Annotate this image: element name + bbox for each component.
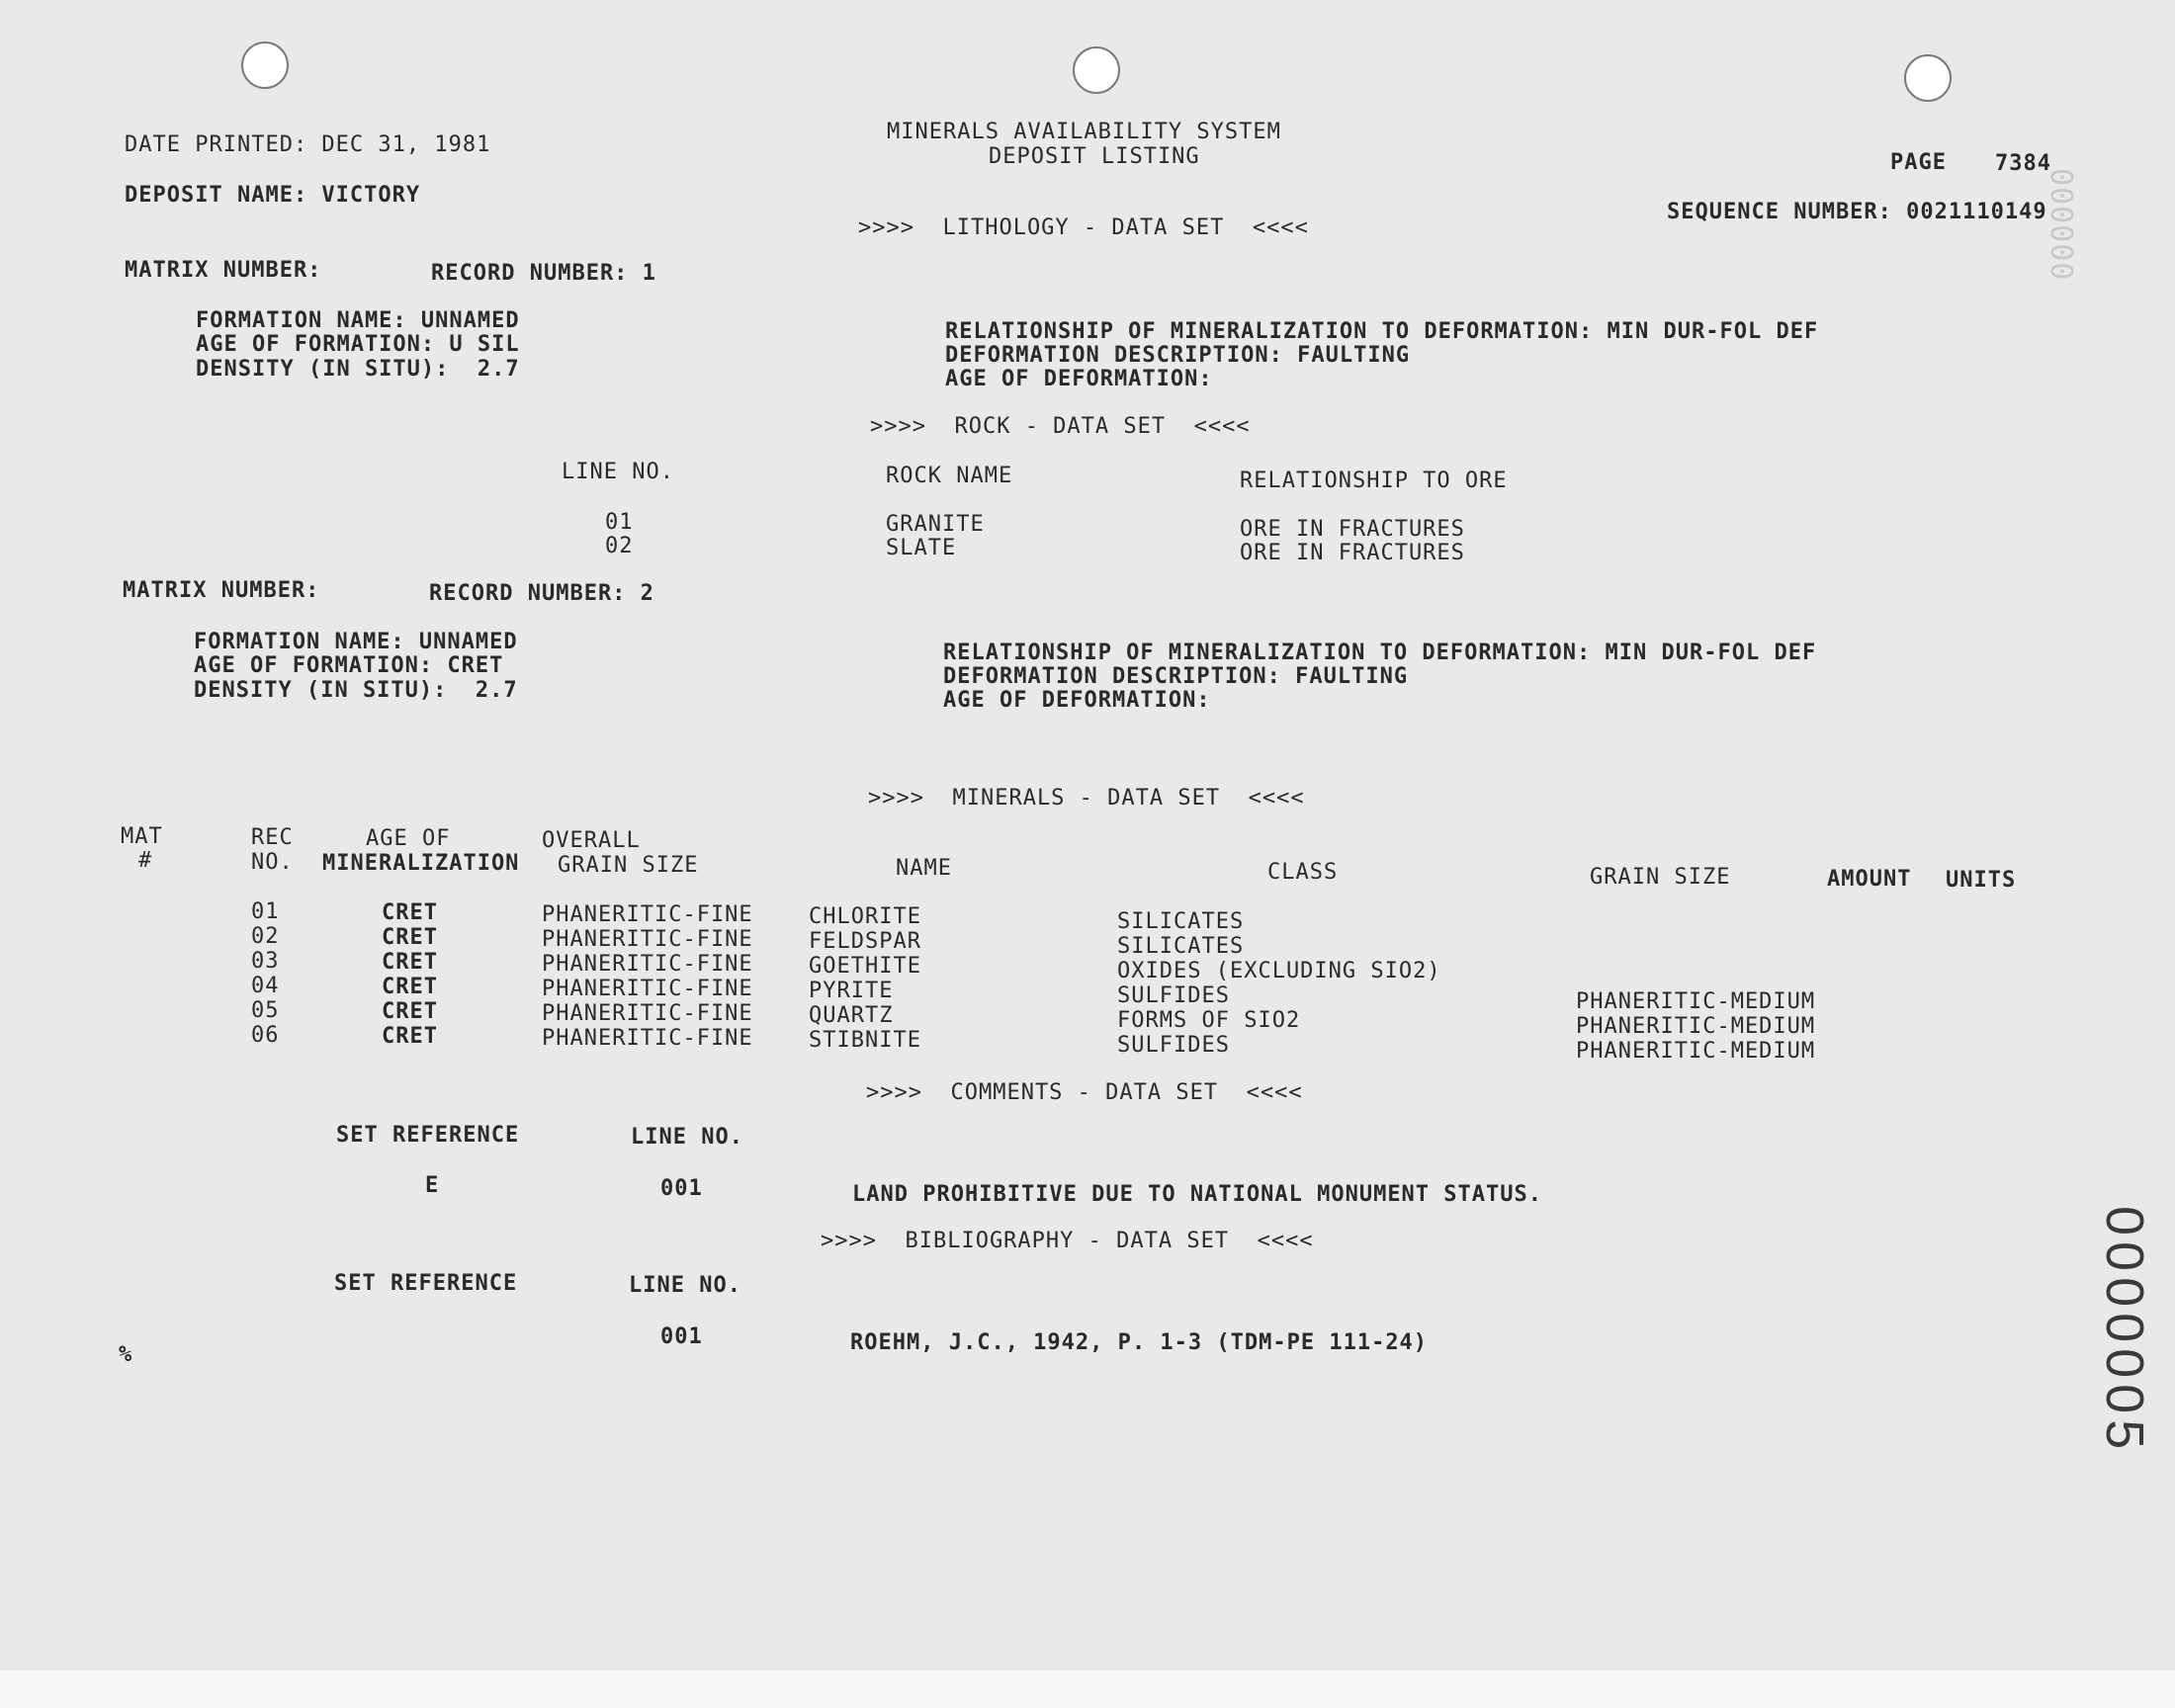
mineral-row-3-rec: 03	[251, 949, 280, 974]
minerals-col-overall-1: OVERALL	[542, 828, 641, 853]
mineral-row-1-overall: PHANERITIC-FINE	[542, 902, 753, 927]
punch-hole-center	[1073, 46, 1120, 94]
date-printed: DATE PRINTED: DEC 31, 1981	[125, 132, 491, 157]
minerals-col-age-1: AGE OF	[366, 826, 451, 851]
mineral-row-6-name: STIBNITE	[809, 1028, 921, 1053]
comments-text: LAND PROHIBITIVE DUE TO NATIONAL MONUMENT STATUS.	[852, 1182, 1543, 1207]
mineral-row-2-overall: PHANERITIC-FINE	[542, 927, 753, 952]
bibliography-col-line-no: LINE NO.	[629, 1273, 741, 1298]
bibliography-col-set-reference: SET REFERENCE	[334, 1271, 518, 1296]
mineral-row-2-rec: 02	[251, 924, 280, 949]
rock-row-1-relationship: ORE IN FRACTURES	[1240, 517, 1465, 542]
minerals-col-mat-2: #	[138, 848, 153, 873]
scan-margin	[0, 1670, 2175, 1708]
mineral-row-4-age: CRET	[382, 975, 438, 999]
comments-line-no: 001	[660, 1176, 703, 1201]
rock-col-line-no: LINE NO.	[562, 460, 674, 484]
minerals-col-grain-size: GRAIN SIZE	[1590, 865, 1731, 890]
record-number-2: RECORD NUMBER: 2	[429, 581, 654, 606]
bibliography-line-no: 001	[660, 1324, 703, 1349]
mineral-row-4-rec: 04	[251, 974, 280, 998]
mineral-row-5-class: FORMS OF SIO2	[1117, 1008, 1301, 1033]
punch-hole-right	[1904, 54, 1952, 102]
page-label: PAGE	[1890, 150, 1947, 175]
minerals-col-rec-1: REC	[251, 825, 294, 850]
comments-col-line-no: LINE NO.	[631, 1125, 743, 1150]
age-of-deformation-2: AGE OF DEFORMATION:	[943, 688, 1211, 713]
minerals-heading: >>>> MINERALS - DATA SET <<<<	[868, 786, 1305, 811]
minerals-col-class: CLASS	[1267, 860, 1339, 885]
sequence-number: SEQUENCE NUMBER: 0021110149	[1667, 200, 2047, 224]
mineral-row-3-overall: PHANERITIC-FINE	[542, 952, 753, 977]
rock-row-1-line: 01	[605, 510, 634, 535]
page-number: 7384	[1995, 151, 2051, 176]
rock-row-2-name: SLATE	[886, 536, 957, 560]
mineral-row-3-name: GOETHITE	[809, 954, 921, 979]
minerals-col-amount: AMOUNT	[1827, 867, 1912, 892]
deformation-description-1: DEFORMATION DESCRIPTION: FAULTING	[945, 343, 1411, 368]
system-title: MINERALS AVAILABILITY SYSTEM	[887, 120, 1281, 144]
mineral-row-2-name: FELDSPAR	[809, 929, 921, 954]
record-number-1: RECORD NUMBER: 1	[431, 261, 656, 286]
mineral-row-6-class: SULFIDES	[1117, 1033, 1230, 1058]
mineral-row-1-rec: 01	[251, 899, 280, 924]
bibliography-text: ROEHM, J.C., 1942, P. 1-3 (TDM-PE 111-24)	[850, 1330, 1429, 1355]
mineral-row-3-class: OXIDES (EXCLUDING SIO2)	[1117, 959, 1441, 983]
minerals-col-units: UNITS	[1946, 868, 2017, 893]
age-of-formation-2: AGE OF FORMATION: CRET	[194, 653, 504, 678]
footer-percent-mark: %	[119, 1342, 133, 1367]
mineral-row-2-class: SILICATES	[1117, 934, 1245, 959]
rock-row-2-relationship: ORE IN FRACTURES	[1240, 541, 1465, 565]
deformation-description-2: DEFORMATION DESCRIPTION: FAULTING	[943, 664, 1409, 689]
mineral-row-4-grain: PHANERITIC-MEDIUM	[1576, 989, 1816, 1014]
relationship-2: RELATIONSHIP OF MINERALIZATION TO DEFORMATION: MIN DUR-FOL DEF	[943, 640, 1817, 665]
minerals-col-age-2: MINERALIZATION	[322, 851, 520, 876]
listing-title: DEPOSIT LISTING	[989, 144, 1200, 169]
comments-set-reference: E	[425, 1173, 440, 1198]
matrix-number-2: MATRIX NUMBER:	[123, 578, 320, 603]
mineral-row-5-name: QUARTZ	[809, 1003, 894, 1028]
density-1: DENSITY (IN SITU): 2.7	[196, 357, 520, 382]
comments-col-set-reference: SET REFERENCE	[336, 1123, 520, 1148]
minerals-col-rec-2: NO.	[251, 850, 294, 875]
deposit-name: DEPOSIT NAME: VICTORY	[125, 183, 421, 208]
mineral-row-6-overall: PHANERITIC-FINE	[542, 1026, 753, 1051]
mineral-row-6-grain: PHANERITIC-MEDIUM	[1576, 1039, 1816, 1064]
mineral-row-4-overall: PHANERITIC-FINE	[542, 977, 753, 1001]
mineral-row-1-age: CRET	[382, 900, 438, 925]
lithology-heading: >>>> LITHOLOGY - DATA SET <<<<	[858, 215, 1309, 240]
mineral-row-5-rec: 05	[251, 998, 280, 1023]
minerals-col-name: NAME	[896, 856, 952, 881]
mineral-row-5-grain: PHANERITIC-MEDIUM	[1576, 1014, 1816, 1039]
rock-col-relationship: RELATIONSHIP TO ORE	[1240, 469, 1508, 493]
faint-side-mark: 000000	[2044, 168, 2078, 282]
bibliography-heading: >>>> BIBLIOGRAPHY - DATA SET <<<<	[821, 1229, 1314, 1253]
page-stamp-number: 0000005	[2095, 1206, 2154, 1456]
rock-heading: >>>> ROCK - DATA SET <<<<	[870, 414, 1251, 439]
mineral-row-6-age: CRET	[382, 1024, 438, 1049]
punch-hole-left	[241, 42, 289, 89]
mineral-row-5-age: CRET	[382, 999, 438, 1024]
matrix-number-1: MATRIX NUMBER:	[125, 258, 322, 283]
mineral-row-2-age: CRET	[382, 925, 438, 950]
comments-heading: >>>> COMMENTS - DATA SET <<<<	[866, 1080, 1303, 1105]
mineral-row-5-overall: PHANERITIC-FINE	[542, 1001, 753, 1026]
formation-name-2: FORMATION NAME: UNNAMED	[194, 630, 518, 654]
density-2: DENSITY (IN SITU): 2.7	[194, 678, 518, 703]
mineral-row-1-class: SILICATES	[1117, 909, 1245, 934]
mineral-row-6-rec: 06	[251, 1023, 280, 1048]
rock-col-rock-name: ROCK NAME	[886, 464, 1013, 488]
mineral-row-4-class: SULFIDES	[1117, 983, 1230, 1008]
mineral-row-3-age: CRET	[382, 950, 438, 975]
rock-row-1-name: GRANITE	[886, 512, 985, 537]
minerals-col-mat-1: MAT	[121, 824, 163, 849]
formation-name-1: FORMATION NAME: UNNAMED	[196, 308, 520, 333]
rock-row-2-line: 02	[605, 534, 634, 558]
mineral-row-4-name: PYRITE	[809, 979, 894, 1003]
age-of-deformation-1: AGE OF DEFORMATION:	[945, 367, 1213, 391]
minerals-col-overall-2: GRAIN SIZE	[558, 853, 699, 878]
relationship-1: RELATIONSHIP OF MINERALIZATION TO DEFORMATION: MIN DUR-FOL DEF	[945, 319, 1819, 344]
age-of-formation-1: AGE OF FORMATION: U SIL	[196, 332, 520, 357]
mineral-row-1-name: CHLORITE	[809, 904, 921, 929]
